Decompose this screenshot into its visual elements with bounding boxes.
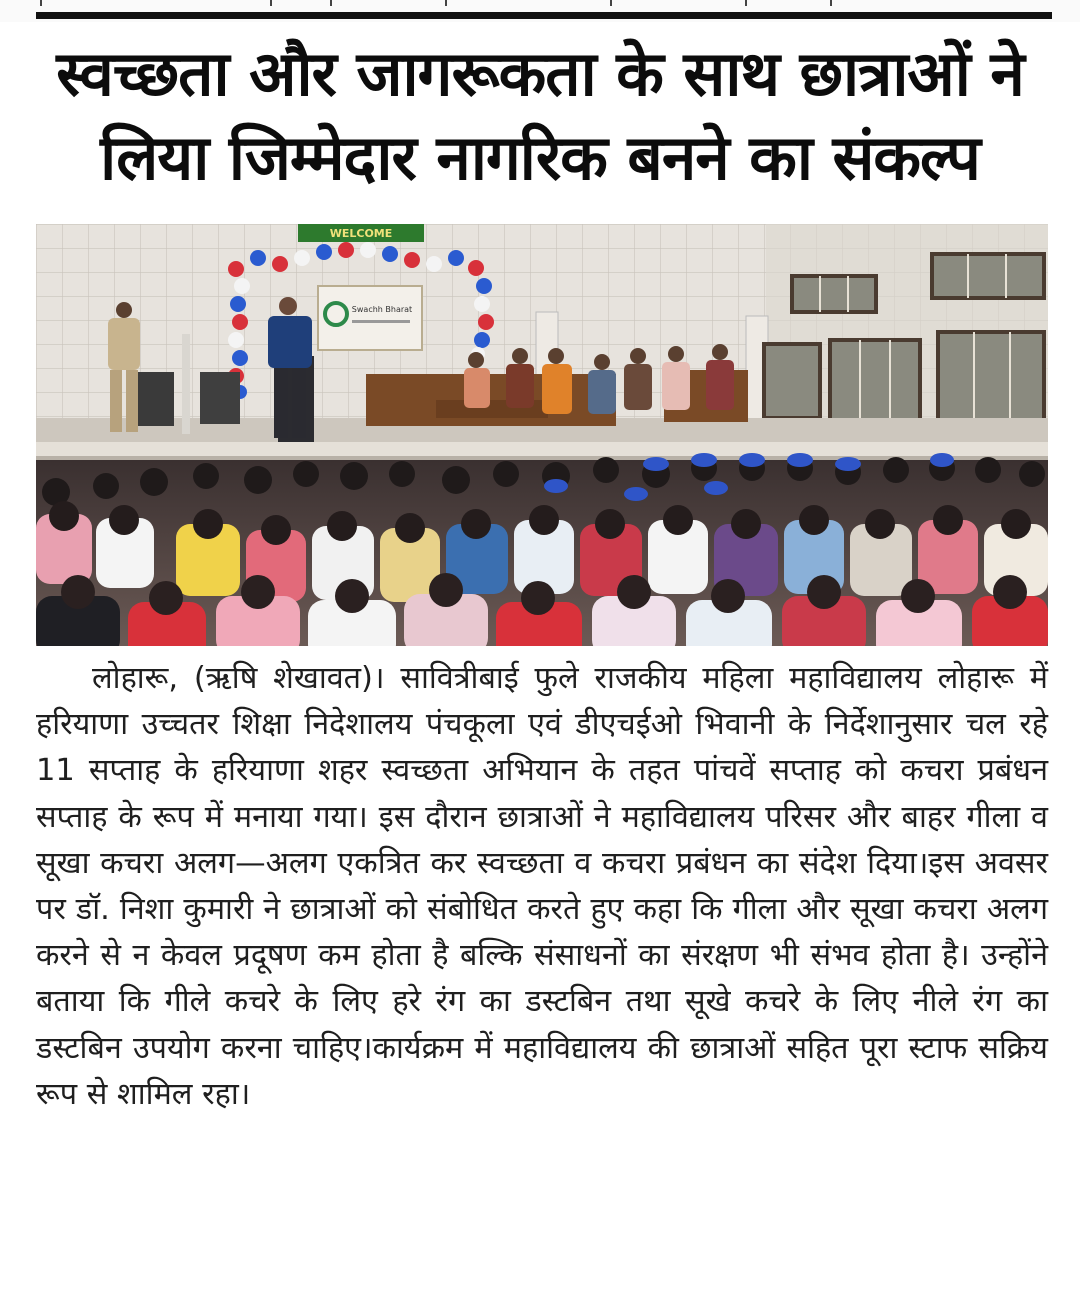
- stage-panel: [318, 286, 422, 350]
- headline: स्वच्छता और जागरूकता के साथ छात्राओं ने लिया जिम्मेदार नागरिक बनने का संकल्प: [56, 37, 1024, 194]
- stage-panel-text: Swachh Bharat: [351, 305, 413, 314]
- banner-text: WELCOME: [329, 227, 393, 240]
- article-body: लोहारू, (ऋषि शेखावत)। सावित्रीबाई फुले राजकीय महिला महाविद्यालय लोहारू में हरियाणा उच्चतर शिक्षा निदेशालय पंचकूला एवं डीएचईओ भिवानी के निर्देशानुसार चल रहे 11 सप्ताह के हरियाणा शहर स्वच्छता अभियान के तहत पांचवें सप्ताह को कचरा प्रबंधन सप्ताह के रूप में मनाया गया। इस दौरान छात्राओं ने महाविद्यालय परिसर और बाहर गीला व सूखा कचरा अलग—अलग एकत्रित कर स्वच्छता व कचरा प्रबंधन का संदेश दिया।इस अवसर पर डॉ. निशा कुमारी ने छात्राओं को संबोधित करते हुए कहा कि गीला और सूखा कचरा अलग करने से न केवल प्रदूषण कम होता है बल्कि संसाधनों का संरक्षण भी संभव होता है। उन्होंने बताया कि गीले कचरे के लिए हरे रंग का डस्टबिन तथा सूखे कचरे के लिए नीले रंग का डस्टबिन उपयोग करना चाहिए।कार्यक्रम में महाविद्यालय की छात्राओं सहित पूरा स्टाफ सक्रिय रूप से शामिल रहा।: [36, 661, 1048, 1112]
- welcome-banner: [298, 224, 424, 242]
- column-rule: [36, 12, 1052, 19]
- event-photo: [36, 224, 1048, 646]
